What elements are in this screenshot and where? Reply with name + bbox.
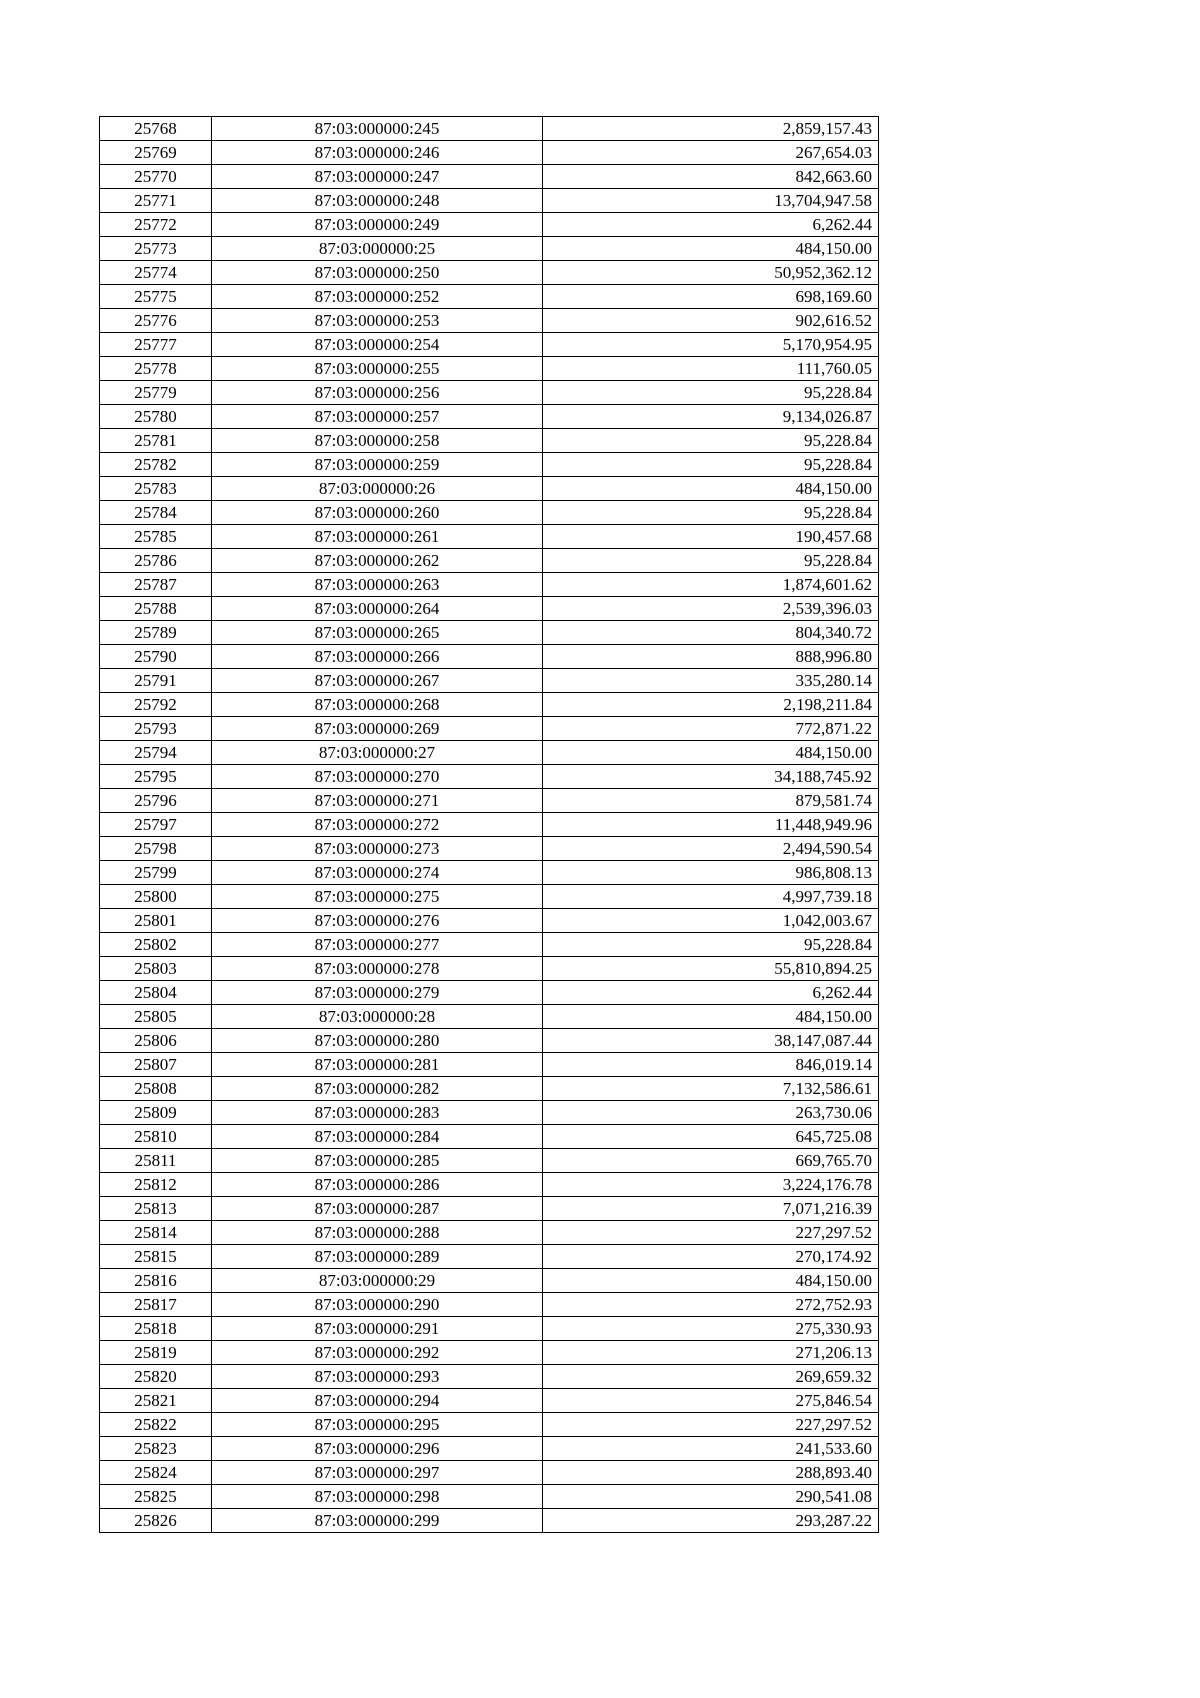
cadastral-number-cell: 87:03:000000:289	[212, 1245, 543, 1269]
row-number-cell: 25805	[100, 1005, 212, 1029]
amount-cell: 34,188,745.92	[543, 765, 879, 789]
table-row	[100, 1245, 879, 1269]
amount-cell: 4,997,739.18	[543, 885, 879, 909]
row-number-cell: 25785	[100, 525, 212, 549]
cadastral-number-cell: 87:03:000000:262	[212, 549, 543, 573]
row-number-cell: 25794	[100, 741, 212, 765]
amount-cell: 190,457.68	[543, 525, 879, 549]
cadastral-number-cell: 87:03:000000:279	[212, 981, 543, 1005]
row-number-cell: 25771	[100, 189, 212, 213]
cadastral-number-cell: 87:03:000000:26	[212, 477, 543, 501]
row-number-cell: 25779	[100, 381, 212, 405]
cadastral-number-cell: 87:03:000000:267	[212, 669, 543, 693]
table-row	[100, 1077, 879, 1101]
table-row	[100, 1437, 879, 1461]
cadastral-number-cell: 87:03:000000:283	[212, 1101, 543, 1125]
amount-cell: 270,174.92	[543, 1245, 879, 1269]
amount-cell: 3,224,176.78	[543, 1173, 879, 1197]
table-row	[100, 1341, 879, 1365]
row-number-cell: 25815	[100, 1245, 212, 1269]
row-number-cell: 25820	[100, 1365, 212, 1389]
table-row	[100, 525, 879, 549]
cadastral-number-cell: 87:03:000000:28	[212, 1005, 543, 1029]
row-number-cell: 25798	[100, 837, 212, 861]
cadastral-number-cell: 87:03:000000:25	[212, 237, 543, 261]
cadastral-number-cell: 87:03:000000:266	[212, 645, 543, 669]
row-number-cell: 25772	[100, 213, 212, 237]
amount-cell: 13,704,947.58	[543, 189, 879, 213]
table-row	[100, 285, 879, 309]
cadastral-number-cell: 87:03:000000:245	[212, 117, 543, 141]
table-row	[100, 1029, 879, 1053]
amount-cell: 227,297.52	[543, 1221, 879, 1245]
row-number-cell: 25822	[100, 1413, 212, 1437]
cadastral-number-cell: 87:03:000000:290	[212, 1293, 543, 1317]
amount-cell: 275,330.93	[543, 1317, 879, 1341]
table-row	[100, 765, 879, 789]
row-number-cell: 25782	[100, 453, 212, 477]
cadastral-number-cell: 87:03:000000:259	[212, 453, 543, 477]
row-number-cell: 25816	[100, 1269, 212, 1293]
table-row	[100, 357, 879, 381]
amount-cell: 7,132,586.61	[543, 1077, 879, 1101]
cadastral-number-cell: 87:03:000000:294	[212, 1389, 543, 1413]
cadastral-number-cell: 87:03:000000:260	[212, 501, 543, 525]
row-number-cell: 25802	[100, 933, 212, 957]
row-number-cell: 25808	[100, 1077, 212, 1101]
amount-cell: 1,874,601.62	[543, 573, 879, 597]
row-number-cell: 25819	[100, 1341, 212, 1365]
cadastral-number-cell: 87:03:000000:299	[212, 1509, 543, 1533]
table-row	[100, 933, 879, 957]
table-row	[100, 261, 879, 285]
cadastral-number-cell: 87:03:000000:252	[212, 285, 543, 309]
table-row	[100, 1317, 879, 1341]
cadastral-number-cell: 87:03:000000:264	[212, 597, 543, 621]
amount-cell: 9,134,026.87	[543, 405, 879, 429]
row-number-cell: 25817	[100, 1293, 212, 1317]
cadastral-number-cell: 87:03:000000:293	[212, 1365, 543, 1389]
row-number-cell: 25823	[100, 1437, 212, 1461]
amount-cell: 269,659.32	[543, 1365, 879, 1389]
table-row	[100, 189, 879, 213]
table-row	[100, 597, 879, 621]
row-number-cell: 25774	[100, 261, 212, 285]
amount-cell: 698,169.60	[543, 285, 879, 309]
table-row	[100, 213, 879, 237]
table-row	[100, 1149, 879, 1173]
amount-cell: 335,280.14	[543, 669, 879, 693]
data-table	[99, 116, 879, 1533]
amount-cell: 2,198,211.84	[543, 693, 879, 717]
cadastral-number-cell: 87:03:000000:247	[212, 165, 543, 189]
amount-cell: 772,871.22	[543, 717, 879, 741]
table-row	[100, 1005, 879, 1029]
row-number-cell: 25784	[100, 501, 212, 525]
row-number-cell: 25803	[100, 957, 212, 981]
amount-cell: 11,448,949.96	[543, 813, 879, 837]
amount-cell: 645,725.08	[543, 1125, 879, 1149]
table-row	[100, 405, 879, 429]
cadastral-number-cell: 87:03:000000:268	[212, 693, 543, 717]
cadastral-number-cell: 87:03:000000:278	[212, 957, 543, 981]
amount-cell: 986,808.13	[543, 861, 879, 885]
cadastral-number-cell: 87:03:000000:277	[212, 933, 543, 957]
table-row	[100, 333, 879, 357]
table-row	[100, 1101, 879, 1125]
row-number-cell: 25806	[100, 1029, 212, 1053]
row-number-cell: 25780	[100, 405, 212, 429]
row-number-cell: 25814	[100, 1221, 212, 1245]
amount-cell: 484,150.00	[543, 477, 879, 501]
row-number-cell: 25804	[100, 981, 212, 1005]
row-number-cell: 25790	[100, 645, 212, 669]
cadastral-number-cell: 87:03:000000:265	[212, 621, 543, 645]
row-number-cell: 25800	[100, 885, 212, 909]
amount-cell: 484,150.00	[543, 237, 879, 261]
table-row	[100, 165, 879, 189]
cadastral-number-cell: 87:03:000000:296	[212, 1437, 543, 1461]
cadastral-number-cell: 87:03:000000:272	[212, 813, 543, 837]
table-row	[100, 693, 879, 717]
amount-cell: 95,228.84	[543, 501, 879, 525]
table-row	[100, 549, 879, 573]
cadastral-number-cell: 87:03:000000:257	[212, 405, 543, 429]
table-row	[100, 237, 879, 261]
table-row	[100, 429, 879, 453]
amount-cell: 902,616.52	[543, 309, 879, 333]
amount-cell: 804,340.72	[543, 621, 879, 645]
cadastral-number-cell: 87:03:000000:276	[212, 909, 543, 933]
row-number-cell: 25811	[100, 1149, 212, 1173]
amount-cell: 95,228.84	[543, 453, 879, 477]
cadastral-number-cell: 87:03:000000:271	[212, 789, 543, 813]
amount-cell: 2,859,157.43	[543, 117, 879, 141]
cadastral-number-cell: 87:03:000000:280	[212, 1029, 543, 1053]
table-row	[100, 1269, 879, 1293]
amount-cell: 111,760.05	[543, 357, 879, 381]
cadastral-number-cell: 87:03:000000:27	[212, 741, 543, 765]
row-number-cell: 25793	[100, 717, 212, 741]
row-number-cell: 25776	[100, 309, 212, 333]
cadastral-number-cell: 87:03:000000:274	[212, 861, 543, 885]
amount-cell: 2,494,590.54	[543, 837, 879, 861]
row-number-cell: 25801	[100, 909, 212, 933]
row-number-cell: 25825	[100, 1485, 212, 1509]
amount-cell: 272,752.93	[543, 1293, 879, 1317]
cadastral-number-cell: 87:03:000000:292	[212, 1341, 543, 1365]
table-row	[100, 789, 879, 813]
amount-cell: 50,952,362.12	[543, 261, 879, 285]
amount-cell: 879,581.74	[543, 789, 879, 813]
row-number-cell: 25797	[100, 813, 212, 837]
amount-cell: 227,297.52	[543, 1413, 879, 1437]
row-number-cell: 25810	[100, 1125, 212, 1149]
table-row	[100, 717, 879, 741]
table-row	[100, 1293, 879, 1317]
amount-cell: 2,539,396.03	[543, 597, 879, 621]
amount-cell: 484,150.00	[543, 1005, 879, 1029]
amount-cell: 484,150.00	[543, 741, 879, 765]
row-number-cell: 25781	[100, 429, 212, 453]
table-row	[100, 1221, 879, 1245]
amount-cell: 95,228.84	[543, 429, 879, 453]
row-number-cell: 25786	[100, 549, 212, 573]
table-row	[100, 309, 879, 333]
cadastral-number-cell: 87:03:000000:298	[212, 1485, 543, 1509]
cadastral-number-cell: 87:03:000000:270	[212, 765, 543, 789]
cadastral-number-cell: 87:03:000000:255	[212, 357, 543, 381]
amount-cell: 5,170,954.95	[543, 333, 879, 357]
row-number-cell: 25813	[100, 1197, 212, 1221]
table-row	[100, 1173, 879, 1197]
table-row	[100, 1389, 879, 1413]
row-number-cell: 25789	[100, 621, 212, 645]
row-number-cell: 25796	[100, 789, 212, 813]
cadastral-number-cell: 87:03:000000:253	[212, 309, 543, 333]
row-number-cell: 25788	[100, 597, 212, 621]
amount-cell: 95,228.84	[543, 381, 879, 405]
cadastral-number-cell: 87:03:000000:273	[212, 837, 543, 861]
table-row	[100, 1365, 879, 1389]
row-number-cell: 25768	[100, 117, 212, 141]
row-number-cell: 25787	[100, 573, 212, 597]
cadastral-number-cell: 87:03:000000:291	[212, 1317, 543, 1341]
cadastral-number-cell: 87:03:000000:275	[212, 885, 543, 909]
amount-cell: 38,147,087.44	[543, 1029, 879, 1053]
table-row	[100, 477, 879, 501]
row-number-cell: 25799	[100, 861, 212, 885]
amount-cell: 271,206.13	[543, 1341, 879, 1365]
amount-cell: 288,893.40	[543, 1461, 879, 1485]
table-row	[100, 957, 879, 981]
table-row	[100, 1413, 879, 1437]
row-number-cell: 25775	[100, 285, 212, 309]
table-row	[100, 1197, 879, 1221]
amount-cell: 6,262.44	[543, 213, 879, 237]
cadastral-number-cell: 87:03:000000:248	[212, 189, 543, 213]
table-row	[100, 1125, 879, 1149]
cadastral-number-cell: 87:03:000000:263	[212, 573, 543, 597]
table-row	[100, 1509, 879, 1533]
amount-cell: 888,996.80	[543, 645, 879, 669]
cadastral-number-cell: 87:03:000000:254	[212, 333, 543, 357]
table-row	[100, 453, 879, 477]
amount-cell: 293,287.22	[543, 1509, 879, 1533]
row-number-cell: 25792	[100, 693, 212, 717]
row-number-cell: 25769	[100, 141, 212, 165]
row-number-cell: 25821	[100, 1389, 212, 1413]
table-body	[100, 117, 879, 1533]
amount-cell: 290,541.08	[543, 1485, 879, 1509]
table-row	[100, 501, 879, 525]
amount-cell: 484,150.00	[543, 1269, 879, 1293]
cadastral-number-cell: 87:03:000000:269	[212, 717, 543, 741]
cadastral-number-cell: 87:03:000000:286	[212, 1173, 543, 1197]
amount-cell: 1,042,003.67	[543, 909, 879, 933]
table-row	[100, 981, 879, 1005]
amount-cell: 95,228.84	[543, 933, 879, 957]
table-row	[100, 885, 879, 909]
table-row	[100, 141, 879, 165]
table-row	[100, 645, 879, 669]
amount-cell: 669,765.70	[543, 1149, 879, 1173]
cadastral-number-cell: 87:03:000000:249	[212, 213, 543, 237]
table-row	[100, 837, 879, 861]
table-row	[100, 381, 879, 405]
amount-cell: 6,262.44	[543, 981, 879, 1005]
row-number-cell: 25818	[100, 1317, 212, 1341]
row-number-cell: 25783	[100, 477, 212, 501]
row-number-cell: 25773	[100, 237, 212, 261]
table-row	[100, 813, 879, 837]
amount-cell: 95,228.84	[543, 549, 879, 573]
row-number-cell: 25777	[100, 333, 212, 357]
cadastral-number-cell: 87:03:000000:297	[212, 1461, 543, 1485]
amount-cell: 241,533.60	[543, 1437, 879, 1461]
row-number-cell: 25826	[100, 1509, 212, 1533]
cadastral-number-cell: 87:03:000000:256	[212, 381, 543, 405]
cadastral-number-cell: 87:03:000000:29	[212, 1269, 543, 1293]
cadastral-number-cell: 87:03:000000:246	[212, 141, 543, 165]
cadastral-number-cell: 87:03:000000:250	[212, 261, 543, 285]
row-number-cell: 25795	[100, 765, 212, 789]
row-number-cell: 25809	[100, 1101, 212, 1125]
cadastral-number-cell: 87:03:000000:281	[212, 1053, 543, 1077]
row-number-cell: 25812	[100, 1173, 212, 1197]
cadastral-number-cell: 87:03:000000:288	[212, 1221, 543, 1245]
cadastral-number-cell: 87:03:000000:282	[212, 1077, 543, 1101]
table-row	[100, 621, 879, 645]
cadastral-number-cell: 87:03:000000:287	[212, 1197, 543, 1221]
table-row	[100, 117, 879, 141]
amount-cell: 267,654.03	[543, 141, 879, 165]
table-row	[100, 1461, 879, 1485]
row-number-cell: 25807	[100, 1053, 212, 1077]
cadastral-number-cell: 87:03:000000:285	[212, 1149, 543, 1173]
amount-cell: 842,663.60	[543, 165, 879, 189]
row-number-cell: 25791	[100, 669, 212, 693]
amount-cell: 263,730.06	[543, 1101, 879, 1125]
cadastral-number-cell: 87:03:000000:284	[212, 1125, 543, 1149]
row-number-cell: 25824	[100, 1461, 212, 1485]
table-row	[100, 1053, 879, 1077]
cadastral-number-cell: 87:03:000000:295	[212, 1413, 543, 1437]
table-row	[100, 909, 879, 933]
amount-cell: 55,810,894.25	[543, 957, 879, 981]
table-row	[100, 1485, 879, 1509]
amount-cell: 275,846.54	[543, 1389, 879, 1413]
table-row	[100, 573, 879, 597]
row-number-cell: 25778	[100, 357, 212, 381]
table-row	[100, 861, 879, 885]
table-row	[100, 669, 879, 693]
cadastral-number-cell: 87:03:000000:261	[212, 525, 543, 549]
row-number-cell: 25770	[100, 165, 212, 189]
amount-cell: 846,019.14	[543, 1053, 879, 1077]
cadastral-number-cell: 87:03:000000:258	[212, 429, 543, 453]
table-row	[100, 741, 879, 765]
amount-cell: 7,071,216.39	[543, 1197, 879, 1221]
